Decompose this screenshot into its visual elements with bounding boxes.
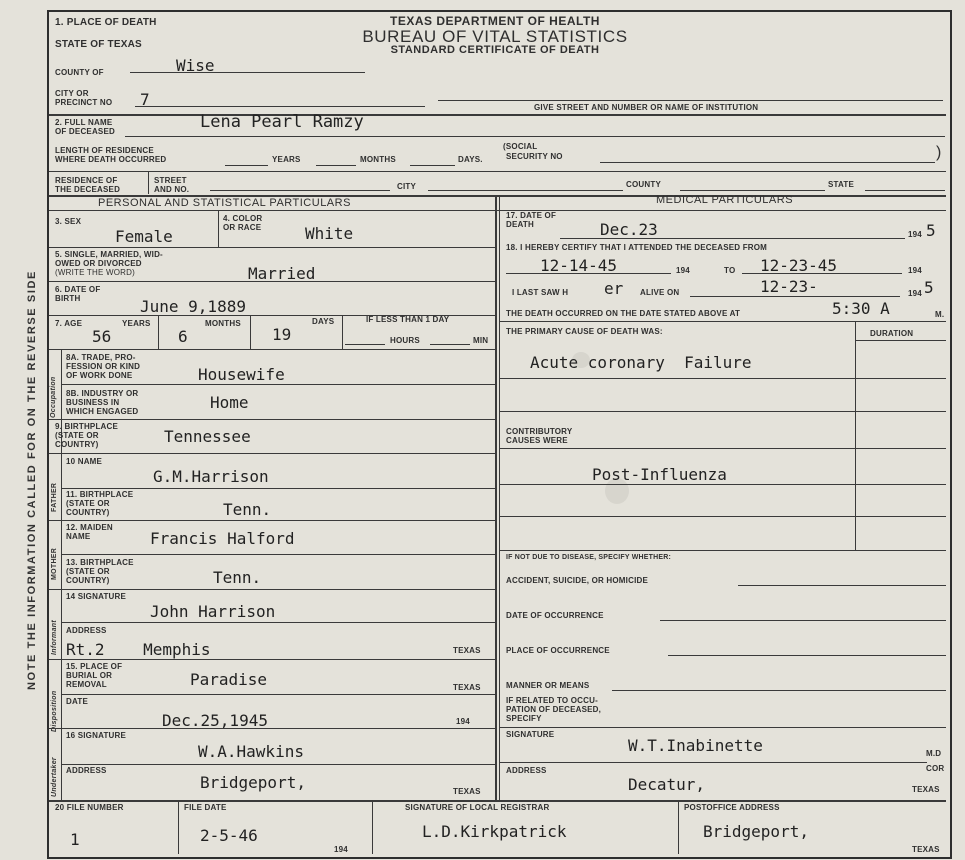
year-194-label-3: 194 <box>676 266 690 275</box>
related-label-1: IF RELATED TO OCCU- <box>506 696 598 705</box>
father-bp-label-1: 11. BIRTHPLACE <box>66 490 134 499</box>
precinct-value: 7 <box>140 90 150 109</box>
dob-label-2: BIRTH <box>55 294 81 303</box>
burial-label-1: 15. PLACE OF <box>66 662 123 671</box>
last-saw-label: I LAST SAW H <box>512 288 569 297</box>
birthplace-label-2: (STATE OR <box>55 431 99 440</box>
place-of-death-label: 1. PLACE OF DEATH <box>55 17 157 28</box>
mother-bp-value: Tenn. <box>213 568 262 587</box>
full-name-label-1: 2. FULL NAME <box>55 118 113 127</box>
burial-date-value: Dec.25,1945 <box>162 711 268 730</box>
file-number-value: 1 <box>70 830 80 849</box>
informant-value: John Harrison <box>150 602 276 621</box>
year-194-label-2: 194 <box>908 230 922 239</box>
registrar-label: SIGNATURE OF LOCAL REGISTRAR <box>405 803 550 812</box>
age-days-value: 19 <box>272 325 292 344</box>
state-of-texas-label: STATE OF TEXAS <box>55 39 142 50</box>
last-saw-date-value: 12-23- <box>760 277 818 296</box>
sex-label: 3. SEX <box>55 217 82 226</box>
primary-cause-label: THE PRIMARY CAUSE OF DEATH WAS: <box>506 327 663 336</box>
side-note: NOTE THE INFORMATION CALLED FOR ON THE REVERSE SIDE <box>26 270 38 690</box>
age-months-value: 6 <box>178 327 188 346</box>
sex-value: Female <box>115 227 173 246</box>
file-number-label: 20 FILE NUMBER <box>55 803 124 812</box>
race-value: White <box>305 224 354 243</box>
med-address-label: ADDRESS <box>506 766 547 775</box>
medical-header: MEDICAL PARTICULARS <box>656 194 794 206</box>
year-194-label-6: 194 <box>334 845 348 854</box>
father-name-value: G.M.Harrison <box>153 467 269 486</box>
cor-label: COR <box>926 764 945 773</box>
birthplace-label-3: COUNTRY) <box>55 440 99 449</box>
texas-label-5: TEXAS <box>912 845 940 854</box>
city-label-1: CITY OR <box>55 89 89 98</box>
related-label-2: PATION OF DECEASED, <box>506 705 602 714</box>
postoffice-label: POSTOFFICE ADDRESS <box>684 803 780 812</box>
med-signature-value: W.T.Inabinette <box>628 736 763 755</box>
mother-name-value: Francis Halford <box>150 529 295 548</box>
marital-value: Married <box>248 264 316 283</box>
marital-label-1: 5. SINGLE, MARRIED, WID- <box>55 250 163 259</box>
undertaker-sig-label: 16 SIGNATURE <box>66 731 127 740</box>
marital-label-3: (WRITE THE WORD) <box>55 268 135 277</box>
father-name-label: 10 NAME <box>66 457 103 466</box>
m-label: M. <box>935 310 945 319</box>
related-label-3: SPECIFY <box>506 714 542 723</box>
color-label-2: OR RACE <box>223 223 262 232</box>
father-section-label: FATHER <box>51 482 58 512</box>
registrar-value: L.D.Kirkpatrick <box>422 822 567 841</box>
contributory-label-2: CAUSES WERE <box>506 436 568 445</box>
city-field-label: CITY <box>397 182 417 191</box>
industry-label-2: BUSINESS IN <box>66 398 120 407</box>
dod-label-2: DEATH <box>506 220 534 229</box>
marital-label-2: OWED OR DIVORCED <box>55 259 142 268</box>
contributory-value: Post-Influenza <box>592 465 727 484</box>
primary-cause-value: Acute coronary Failure <box>530 353 752 372</box>
burial-date-label: DATE <box>66 697 88 706</box>
age-years-label: YEARS <box>122 319 151 328</box>
mother-name-label-1: 12. MAIDEN <box>66 523 113 532</box>
alive-on-label: ALIVE ON <box>640 288 680 297</box>
street-label-2: AND NO. <box>154 185 190 194</box>
father-bp-label-2: (STATE OR <box>66 499 110 508</box>
industry-label-3: WHICH ENGAGED <box>66 407 139 416</box>
to-label: TO <box>724 266 736 275</box>
min-label: MIN <box>473 336 489 345</box>
social-label-2: SECURITY NO <box>506 152 563 161</box>
months-label: MONTHS <box>360 155 396 164</box>
less-than-day-label: IF LESS THAN 1 DAY <box>366 315 450 324</box>
md-label: M.D <box>926 749 942 758</box>
burial-value: Paradise <box>190 670 268 689</box>
dob-value: June 9,1889 <box>140 297 246 316</box>
last-saw-her-value: er <box>604 279 624 298</box>
trade-label-3: OF WORK DONE <box>66 371 133 380</box>
age-label: 7. AGE <box>55 319 83 328</box>
undertaker-address-label: ADDRESS <box>66 766 107 775</box>
year-194-label-4: 194 <box>908 266 922 275</box>
residence-label-2: THE DECEASED <box>55 185 121 194</box>
length-label-2: WHERE DEATH OCCURRED <box>55 155 167 164</box>
informant-address-label: ADDRESS <box>66 626 107 635</box>
trade-label-2: FESSION OR KIND <box>66 362 141 371</box>
not-disease-label: IF NOT DUE TO DISEASE, SPECIFY WHETHER: <box>506 554 672 561</box>
mother-section-label: MOTHER <box>51 547 58 580</box>
informant-section-label: Informant <box>51 620 58 655</box>
header-bureau: BUREAU OF VITAL STATISTICS <box>362 27 628 46</box>
mother-bp-label-1: 13. BIRTHPLACE <box>66 558 134 567</box>
full-name-label-2: OF DECEASED <box>55 127 115 136</box>
mother-bp-label-2: (STATE OR <box>66 567 110 576</box>
attended-to-value: 12-23-45 <box>760 256 838 275</box>
give-street-label: GIVE STREET AND NUMBER OR NAME OF INSTITUTION <box>534 103 759 112</box>
occupation-section-label: Occupation <box>50 376 57 418</box>
residence-label-1: RESIDENCE OF <box>55 176 118 185</box>
age-years-value: 56 <box>92 327 112 346</box>
birthplace-label-1: 9. BIRTHPLACE <box>55 422 119 431</box>
father-bp-label-3: COUNTRY) <box>66 508 110 517</box>
texas-label-1: TEXAS <box>453 646 481 655</box>
attended-from-value: 12-14-45 <box>540 256 618 275</box>
file-date-value: 2-5-46 <box>200 826 258 845</box>
dod-label-1: 17. DATE OF <box>506 211 557 220</box>
occurred-label: THE DEATH OCCURRED ON THE DATE STATED ABOVE AT <box>506 309 741 318</box>
texas-label-2: TEXAS <box>453 683 481 692</box>
industry-value: Home <box>210 393 249 412</box>
death-date-value: Dec.23 <box>600 220 658 239</box>
personal-header: PERSONAL AND STATISTICAL PARTICULARS <box>98 197 351 209</box>
med-address-value: Decatur, <box>628 775 706 794</box>
county-value: Wise <box>176 56 215 75</box>
duration-label: DURATION <box>870 329 914 338</box>
color-label-1: 4. COLOR <box>223 214 263 223</box>
social-bracket: ) <box>936 144 942 161</box>
header-dept: TEXAS DEPARTMENT OF HEALTH <box>390 14 600 28</box>
length-label-1: LENGTH OF RESIDENCE <box>55 146 154 155</box>
days-label: DAYS. <box>458 155 483 164</box>
contributory-label-1: CONTRIBUTORY <box>506 427 573 436</box>
texas-label-4: TEXAS <box>912 785 940 794</box>
certify-label: 18. I HEREBY CERTIFY THAT I ATTENDED THE DECEASED FROM <box>506 243 768 252</box>
date-occurrence-label: DATE OF OCCURRENCE <box>506 611 604 620</box>
med-signature-label: SIGNATURE <box>506 730 555 739</box>
dob-label-1: 6. DATE OF <box>55 285 101 294</box>
county-field-label: COUNTY <box>626 180 661 189</box>
paper-stain <box>572 352 590 368</box>
birthplace-value: Tennessee <box>164 427 251 446</box>
year-194-label-1: 194 <box>456 717 470 726</box>
paper-stain <box>605 478 629 504</box>
city-label-2: PRECINCT NO <box>55 98 113 107</box>
trade-label-1: 8A. TRADE, PRO- <box>66 353 136 362</box>
burial-label-3: REMOVAL <box>66 680 107 689</box>
accident-label: ACCIDENT, SUICIDE, OR HOMICIDE <box>506 576 649 585</box>
file-date-label: FILE DATE <box>184 803 227 812</box>
time-value: 5:30 A <box>832 299 890 318</box>
postoffice-value: Bridgeport, <box>703 822 809 841</box>
undertaker-section-label: Undertaker <box>51 757 58 797</box>
undertaker-address-value: Bridgeport, <box>200 773 306 792</box>
place-occurrence-label: PLACE OF OCCURRENCE <box>506 646 610 655</box>
county-of-label: COUNTY OF <box>55 68 104 77</box>
manner-label: MANNER OR MEANS <box>506 681 590 690</box>
social-label-1: (SOCIAL <box>503 142 538 151</box>
age-days-label: DAYS <box>312 317 335 326</box>
industry-label-1: 8B. INDUSTRY OR <box>66 389 139 398</box>
deceased-name: Lena Pearl Ramzy <box>200 112 364 132</box>
last-saw-year-value: 5 <box>924 278 934 297</box>
undertaker-value: W.A.Hawkins <box>198 742 304 761</box>
father-bp-value: Tenn. <box>223 500 272 519</box>
burial-label-2: BURIAL OR <box>66 671 113 680</box>
age-months-label: MONTHS <box>205 319 241 328</box>
state-field-label: STATE <box>828 180 855 189</box>
header-cert: STANDARD CERTIFICATE OF DEATH <box>390 44 600 56</box>
years-label: YEARS <box>272 155 301 164</box>
informant-sig-label: 14 SIGNATURE <box>66 592 127 601</box>
mother-name-label-2: NAME <box>66 532 91 541</box>
mother-bp-label-3: COUNTRY) <box>66 576 110 585</box>
texas-label-3: TEXAS <box>453 787 481 796</box>
death-year-value: 5 <box>926 221 936 240</box>
informant-address-value: Rt.2 Memphis <box>66 640 211 659</box>
year-194-label-5: 194 <box>908 289 922 298</box>
disposition-section-label: Disposition <box>51 690 58 732</box>
trade-value: Housewife <box>198 365 285 384</box>
street-label-1: STREET <box>154 176 187 185</box>
hours-label: HOURS <box>390 336 420 345</box>
